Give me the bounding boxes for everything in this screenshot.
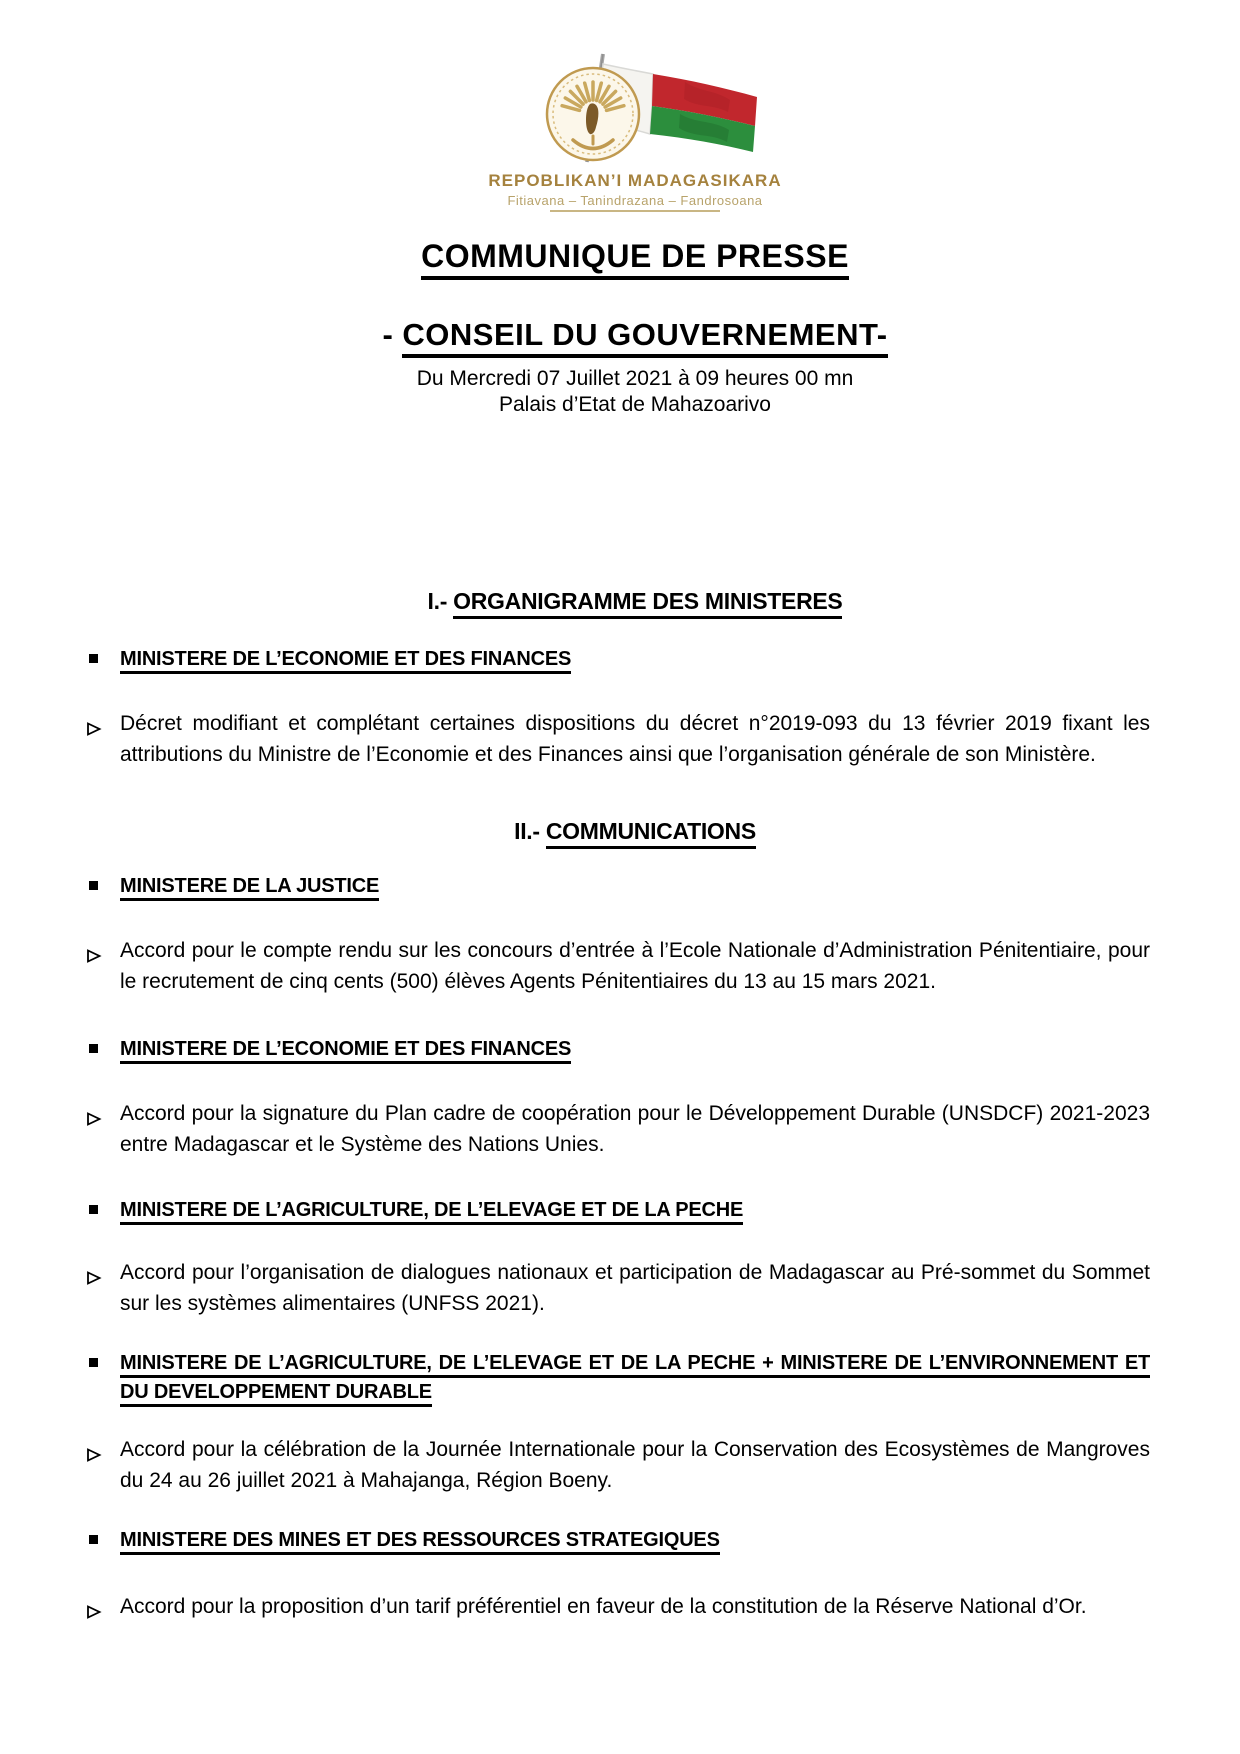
entry-unsdcf: Accord pour la signature du Plan cadre de coopération pour le Développement Durable (UNSDCF) 2021-2023 entre Madagascar et le Système des Nations Unies. bbox=[120, 1098, 1150, 1160]
entry-mangroves: Accord pour la célébration de la Journée Internationale pour la Conservation des Ecosystèmes de Mangroves du 24 au 26 juillet 2021 à Mahajanga, Région Boeny. bbox=[120, 1434, 1150, 1496]
section-title: ORGANIGRAMME DES MINISTERES bbox=[453, 588, 842, 619]
entry-concours-ena-penitentiaire: Accord pour le compte rendu sur les concours d’entrée à l’Ecole Nationale d’Administration Pénitentiaire, pour le recrutement de cinq cents (500) élèves Agents Pénitentiaires du 13 au 15 mars 2021. bbox=[120, 935, 1150, 997]
square-bullet-icon bbox=[89, 1044, 98, 1053]
entry-reserve-or: Accord pour la proposition d’un tarif préférentiel en faveur de la constitution de la Réserve National d’Or. bbox=[120, 1591, 1150, 1622]
logo-underline-rule bbox=[550, 210, 720, 212]
arrow-bullet-icon bbox=[86, 942, 102, 958]
document-subtitle bbox=[120, 317, 1150, 353]
arrow-bullet-icon bbox=[86, 1264, 102, 1280]
madagascar-emblem bbox=[120, 52, 1150, 212]
arrow-bullet-icon bbox=[86, 1441, 102, 1457]
entry-decret-economie: Décret modifiant et complétant certaines dispositions du décret n°2019-093 du 13 février 2019 fixant les attributions du Ministre de l’Economie et des Finances ainsi que l’organisation générale de son Ministère. bbox=[120, 708, 1150, 770]
arrow-bullet-icon bbox=[86, 1598, 102, 1614]
section-number: I.- bbox=[427, 588, 454, 614]
square-bullet-icon bbox=[89, 1358, 98, 1367]
arrow-bullet-icon bbox=[86, 715, 102, 731]
square-bullet-icon bbox=[89, 1535, 98, 1544]
entry-unfss-2021: Accord pour l’organisation de dialogues nationaux et participation de Madagascar au Pré-sommet du Sommet sur les systèmes alimentaires (UNFSS 2021). bbox=[120, 1257, 1150, 1319]
document-title: COMMUNIQUE DE PRESSE bbox=[120, 238, 1150, 275]
ministry-heading-agriculture-elevage-peche: MINISTERE DE L’AGRICULTURE, DE L’ELEVAGE ET DE LA PECHE bbox=[120, 1196, 1150, 1225]
ministry-heading-mines-ressources: MINISTERE DES MINES ET DES RESSOURCES STRATEGIQUES bbox=[120, 1526, 1150, 1555]
ministry-heading-agriculture-environnement: MINISTERE DE L’AGRICULTURE, DE L’ELEVAGE ET DE LA PECHE + MINISTERE DE L’ENVIRONNEMENT ET DU DEVELOPPEMENT DURABLE bbox=[120, 1349, 1150, 1407]
square-bullet-icon bbox=[89, 654, 98, 663]
ministry-heading-justice: MINISTERE DE LA JUSTICE bbox=[120, 872, 1150, 901]
logo-country-name: REPOBLIKAN’I MADAGASIKARA bbox=[488, 171, 782, 190]
ministry-heading-economie-finances-2: MINISTERE DE L’ECONOMIE ET DES FINANCES bbox=[120, 1035, 1150, 1064]
section-title: COMMUNICATIONS bbox=[546, 818, 756, 849]
section-number: II.- bbox=[514, 818, 546, 844]
logo-motto: Fitiavana – Tanindrazana – Fandrosoana bbox=[507, 193, 763, 208]
section-heading-organigramme bbox=[120, 588, 1150, 615]
madagascar-flag-seal-icon bbox=[485, 52, 785, 164]
session-date: Du Mercredi 07 Juillet 2021 à 09 heures 00 mn bbox=[416, 367, 854, 390]
session-venue: Palais d’Etat de Mahazoarivo bbox=[499, 393, 771, 416]
subtitle-prefix: - bbox=[382, 317, 403, 352]
subtitle-text: CONSEIL DU GOUVERNEMENT bbox=[402, 317, 877, 352]
ministry-heading-economie-finances: MINISTERE DE L’ECONOMIE ET DES FINANCES bbox=[120, 645, 1150, 674]
square-bullet-icon bbox=[89, 1205, 98, 1214]
arrow-bullet-icon bbox=[86, 1105, 102, 1121]
section-heading-communications bbox=[120, 818, 1150, 845]
subtitle-suffix: - bbox=[876, 317, 888, 352]
square-bullet-icon bbox=[89, 881, 98, 890]
